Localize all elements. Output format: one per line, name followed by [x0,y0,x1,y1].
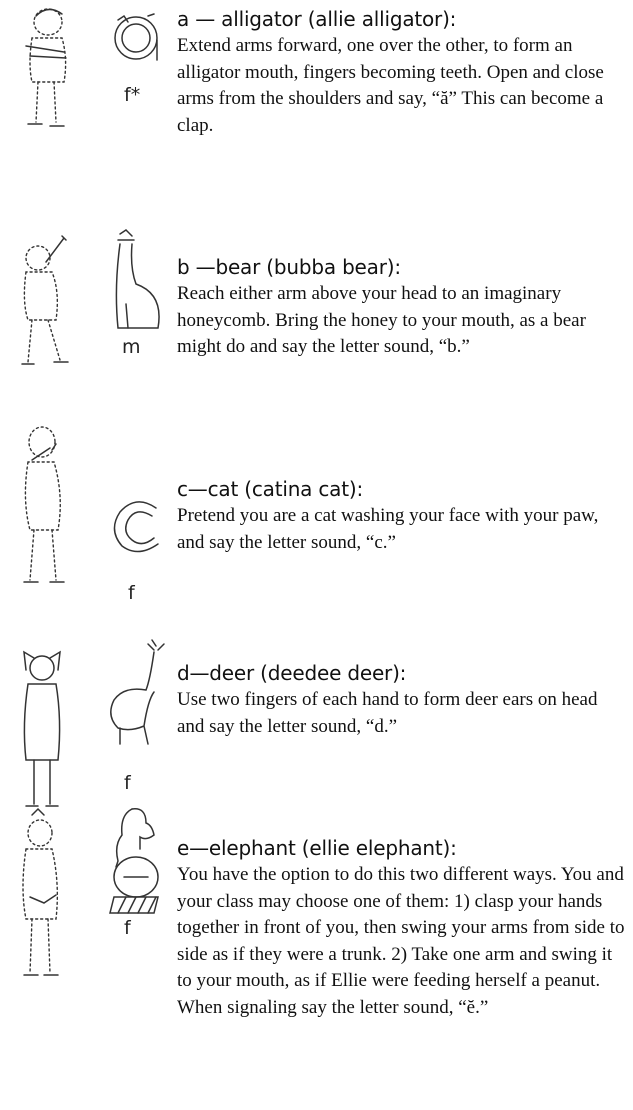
heading-deer: d—deer (deedee deer): [177,661,407,685]
body-elephant: You have the option to do this two different ways. You and your class may choose one of them: 1) clasp your hands together in front of you, then swing your arms from side to side as if they were a trunk. 2) Take one arm and swing it to your mouth, as if Ellie were feeding herself a peanut. When signaling say the letter sound, “ĕ.” [177,864,625,1018]
cat-letter-c-icon [108,498,168,558]
figures-elephant [0,805,175,1005]
figures-deer [0,620,175,820]
child-bear-pose-icon [16,232,86,372]
sound-code-c: f [128,582,135,604]
entry-text-alligator [177,6,627,139]
figures-alligator [0,0,175,200]
alligator-letter-a-icon [108,10,168,70]
entry-text-deer [177,660,627,740]
deer-letter-d-icon [104,640,174,750]
figures-cat [0,418,175,618]
figures-bear [0,228,175,428]
sound-code-e: f [124,917,131,939]
entry-text-cat [177,476,627,556]
child-elephant-pose-icon [10,809,80,989]
child-deer-pose-icon [12,644,82,814]
sound-code-a: f* [124,84,141,106]
child-cat-pose-icon [10,420,80,590]
child-alligator-pose-icon [18,4,88,144]
sound-code-b: m [122,336,141,358]
elephant-letter-e-icon [106,805,170,925]
heading-cat: c—cat (catina cat): [177,477,364,501]
entry-text-elephant [177,835,627,1021]
body-cat: Pretend you are a cat washing your face with your paw, and say the letter sound, “c.” [177,505,599,553]
heading-elephant: e—elephant (ellie elephant): [177,836,457,860]
body-alligator: Extend arms forward, one over the other, to form an alligator mouth, fingers becoming teeth. Open and close arms from the shoulders and say, “ă” This can become a clap. [177,35,604,136]
heading-bear: b —bear (bubba bear): [177,255,401,279]
body-bear: Reach either arm above your head to an imaginary honeycomb. Bring the honey to your mouth, as a bear might do and say the letter sound, “b.” [177,283,586,357]
bear-letter-b-icon [106,228,170,338]
sound-code-d: f [124,772,131,794]
heading-alligator: a — alligator (allie alligator): [177,7,457,31]
entry-text-bear [177,254,627,361]
body-deer: Use two fingers of each hand to form deer ears on head and say the letter sound, “d.” [177,689,598,737]
